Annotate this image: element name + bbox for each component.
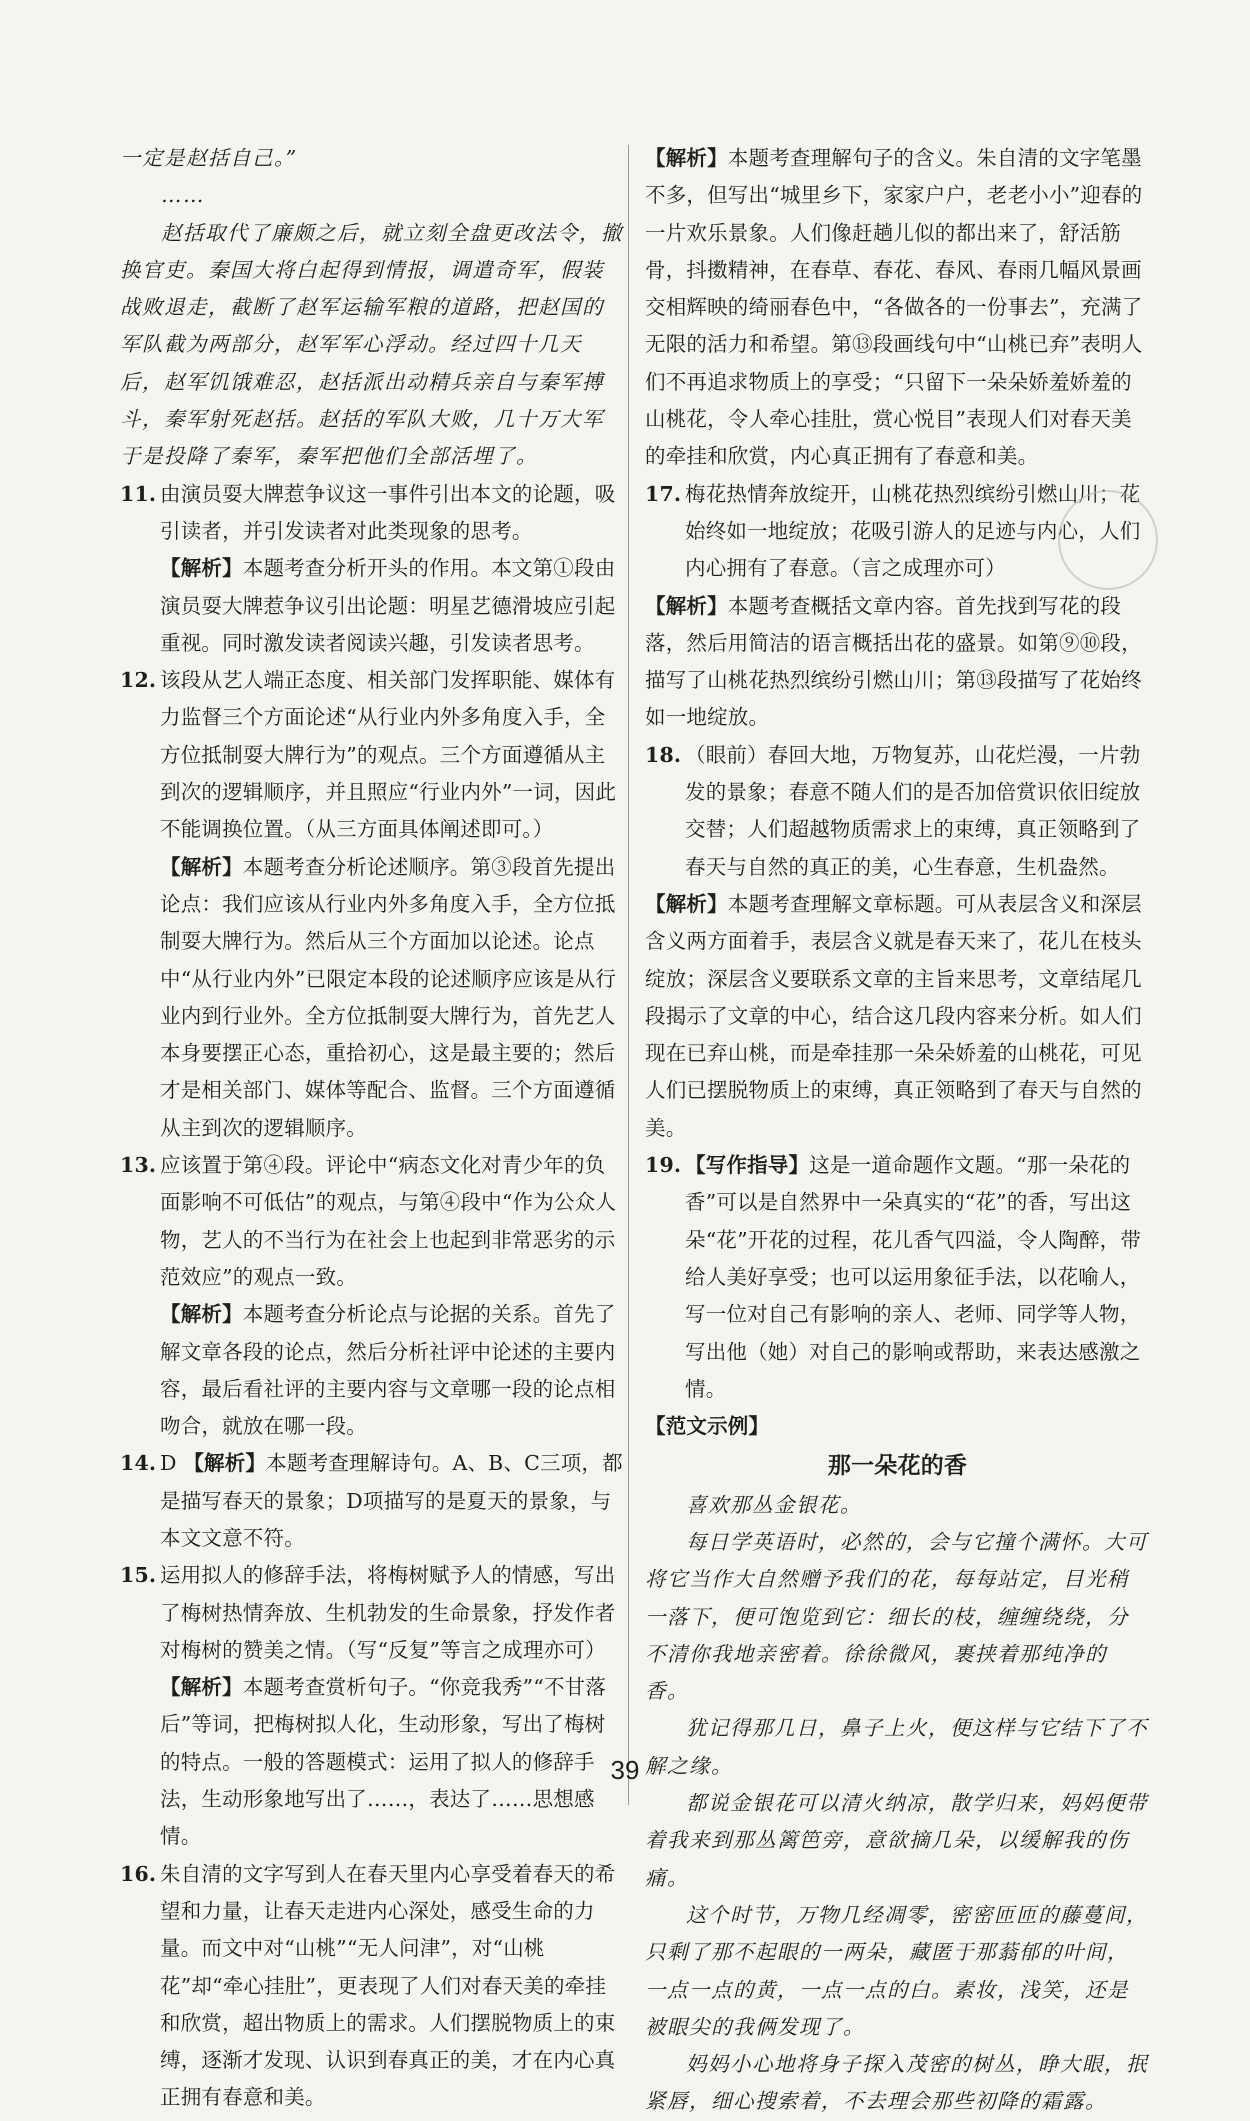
analysis-18 — [645, 886, 1150, 1147]
right-column — [645, 140, 1150, 2121]
analysis-text: 本题考查概括文章内容。首先找到写花的段落，然后用简洁的语言概括出花的盛景。如第⑨⑩段，描写了山桃花热烈缤纷引燃山川；第⑬段描写了花始终如一地绽放。 — [645, 593, 1142, 730]
essay-paragraph: 妈妈小心地将身子探入茂密的树丛，睁大眼，抿紧唇，细心搜索着，不去理会那些初降的霜露。 — [645, 2052, 1148, 2114]
answer-13 — [120, 1147, 625, 1296]
answer-18 — [645, 737, 1150, 886]
essay-paragraph: 每日学英语时，必然的，会与它撞个满怀。大可将它当作大自然赠予我们的花，每每站定，目光稍一落下，便可饱览到它：细长的枝，缠缠绕绕，分不清你我地亲密着。徐徐微风，裹挟着那纯净的香。 — [645, 1529, 1148, 1704]
left-column — [120, 140, 625, 2117]
answer-12 — [120, 662, 625, 848]
example-essay-tag: 【范文示例】 — [645, 1414, 770, 1439]
question-number: 13. — [120, 1153, 157, 1178]
answer-text: 应该置于第④段。评论中“病态文化对青少年的负面影响不可低估”的观点，与第④段中“作为公众人物，艺人的不当行为在社会上也起到非常恶劣的示范效应”的观点一致。 — [160, 1153, 617, 1289]
column-divider — [628, 145, 629, 1805]
answer-text: 该段从艺人端正态度、相关部门发挥职能、媒体有力监督三个方面论述“从行业内外多角度入手，全方位抵制耍大牌行为”的观点。三个方面遵循从主到次的逻辑顺序，并且照应“行业内外”一词，因此不能调换位置。（从三方面具体阐述即可。） — [160, 668, 617, 842]
page-number: 39 — [610, 1755, 640, 1785]
question-number: 19. — [645, 1153, 682, 1178]
story-line-1: 一定是赵括自己。” — [120, 146, 298, 170]
essay-paragraph: 喜欢那丛金银花。 — [686, 1492, 862, 1517]
story-ellipsis: …… — [161, 183, 205, 208]
analysis-tag: 【解析】 — [645, 146, 728, 170]
analysis-text: 本题考查分析开头的作用。本文第①段由演员耍大牌惹争议引出论题：明星艺德滑坡应引起重视。同时激发读者阅读兴趣，引发读者思考。 — [160, 556, 616, 655]
essay-title: 那一朵花的香 — [827, 1452, 968, 1480]
analysis-tag: 【解析】 — [183, 1451, 267, 1476]
question-number: 15. — [120, 1563, 157, 1588]
question-number: 11. — [120, 481, 157, 506]
answer-19 — [645, 1147, 1150, 1408]
answer-14 — [120, 1445, 625, 1557]
question-number: 17. — [645, 481, 682, 506]
question-number: 14. — [120, 1451, 157, 1476]
analysis-tag: 【解析】 — [645, 891, 728, 916]
answer-text: 梅花热情奔放绽开，山桃花热烈缤纷引燃山川；花始终如一地绽放；花吸引游人的足迹与内心，人们内心拥有了春意。（言之成理亦可） — [685, 481, 1141, 581]
analysis-16 — [645, 140, 1150, 476]
answer-text: （眼前）春回大地，万物复苏，山花烂漫，一片勃发的景象；春意不随人们的是否加倍赏识依旧绽放交替；人们超越物质需求上的束缚，真正领略到了春天与自然的真正的美，心生春意，生机盎然。 — [685, 742, 1141, 879]
analysis-13 — [160, 1296, 625, 1445]
answer-16 — [120, 1856, 625, 2117]
answer-15 — [120, 1557, 625, 1669]
analysis-11 — [160, 550, 625, 662]
analysis-12 — [160, 849, 625, 1147]
analysis-text: 本题考查理解诗句。A、B、C三项，都是描写春天的景象；D项描写的是夏天的景象，与本文文意不符。 — [160, 1451, 623, 1550]
analysis-tag: 【解析】 — [160, 556, 243, 581]
essay-paragraph: 都说金银花可以清火纳凉，散学归来，妈妈便带着我来到那丛篱笆旁，意欲摘几朵，以缓解我的伤痛。 — [645, 1791, 1148, 1890]
analysis-text: 本题考查赏析句子。“你竞我秀”“不甘落后”等词，把梅树拟人化，生动形象，写出了梅树的特点。一般的答题模式：运用了拟人的修辞手法，生动形象地写出了……，表达了……思想感情。 — [160, 1675, 607, 1849]
answer-text: 朱自清的文字写到人在春天里内心享受着春天的希望和力量，让春天走进内心深处，感受生命的力量。而文中对“山桃”“无人问津”，对“山桃花”却“牵心挂肚”，更表现了人们对春天美的牵挂和欣赏，超出物质上的需求。人们摆脱物质上的束缚，逐渐才发现、认识到春真正的美，才在内心真正拥有春意和美。 — [160, 1861, 616, 2110]
answer-text: 由演员耍大牌惹争议这一事件引出本文的论题，吸引读者，并引发读者对此类现象的思考。 — [160, 481, 616, 543]
analysis-text: 本题考查分析论述顺序。第③段首先提出论点：我们应该从行业内外多角度入手，全方位抵制耍大牌行为。然后从三个方面加以论述。论点中“从行业内外”已限定本段的论述顺序应该是从行业内到行业外。全方位抵制耍大牌行为，首先艺人本身要摆正心态，重拾初心，这是最主要的；然后才是相关部门、媒体等配合、监督。三个方面遵循从主到次的逻辑顺序。 — [160, 854, 617, 1140]
analysis-tag: 【解析】 — [160, 1675, 243, 1700]
essay-paragraph: 这个时节，万物几经凋零，密密匝匝的藤蔓间，只剩了那不起眼的一两朵，藏匿于那蓊郁的叶间，一点一点的黄，一点一点的白。素妆，浅笑，还是被眼尖的我俩发现了。 — [645, 1902, 1148, 2039]
answer-text: D — [160, 1451, 184, 1476]
story-paragraph: 赵括取代了廉颇之后，就立刻全盘更改法令，撤换官吏。秦国大将白起得到情报，调遣奇军，假装战败退走，截断了赵军运输军粮的道路，把赵国的军队截为两部分，赵军军心浮动。经过四十几天后，赵军饥饿难忍，赵括派出动精兵亲自与秦军搏斗，秦军射死赵括。赵括的军队大败，几十万大军于是投降了秦军，秦军把他们全部活埋了。 — [120, 220, 623, 469]
question-number: 16. — [120, 1861, 157, 1886]
answer-text: 这是一道命题作文题。“那一朵花的香”可以是自然界中一朵真实的“花”的香，写出这朵“花”开花的过程，花儿香气四溢，令人陶醉，带给人美好享受；也可以运用象征手法，以花喻人，写一位对自己有影响的亲人、老师、同学等人物，写出他（她）对自己的影响或帮助，来表达感激之情。 — [685, 1153, 1142, 1401]
analysis-tag: 【解析】 — [160, 1302, 243, 1327]
analysis-tag: 【解析】 — [645, 593, 728, 618]
analysis-tag: 【解析】 — [160, 854, 243, 879]
answer-text: 运用拟人的修辞手法，将梅树赋予人的情感，写出了梅树热情奔放、生机勃发的生命景象，抒发作者对梅树的赞美之情。（写“反复”等言之成理亦可） — [160, 1563, 616, 1662]
analysis-text: 本题考查分析论点与论据的关系。首先了解文章各段的论点，然后分析社评中论述的主要内容，最后看社评的主要内容与文章哪一段的论点相吻合，就放在哪一段。 — [160, 1302, 616, 1439]
question-number: 12. — [120, 668, 157, 693]
analysis-text: 本题考查理解句子的含义。朱自清的文字笔墨不多，但写出“城里乡下，家家户户，老老小小”迎春的一片欢乐景象。人们像赶趟儿似的都出来了，舒活筋骨，抖擞精神，在春草、春花、春风、春雨几幅风景画交相辉映的绮丽春色中，“各做各的一份事去”，充满了无限的活力和希望。第⑬段画线句中“山桃已弃”表明人们不再追求物质上的享受；“只留下一朵朵娇羞娇羞的山桃花，令人牵心挂肚，赏心悦目”表现人们对春天美的牵挂和欣赏，内心真正拥有了春意和美。 — [645, 146, 1143, 469]
question-number: 18. — [645, 742, 682, 767]
essay-paragraph: 犹记得那几日，鼻子上火，便这样与它结下了不解之缘。 — [645, 1716, 1148, 1778]
analysis-17 — [645, 588, 1150, 737]
answer-11 — [120, 476, 625, 551]
writing-guide-tag: 【写作指导】 — [685, 1153, 810, 1178]
analysis-text: 本题考查理解文章标题。可从表层含义和深层含义两方面着手，表层含义就是春天来了，花儿在枝头绽放；深层含义要联系文章的主旨来思考，文章结尾几段揭示了文章的中心，结合这几段内容来分析。如人们现在已弃山桃，而是牵挂那一朵朵娇羞的山桃花，可见人们已摆脱物质上的束缚，真正领略到了春天与自然的美。 — [645, 891, 1142, 1140]
